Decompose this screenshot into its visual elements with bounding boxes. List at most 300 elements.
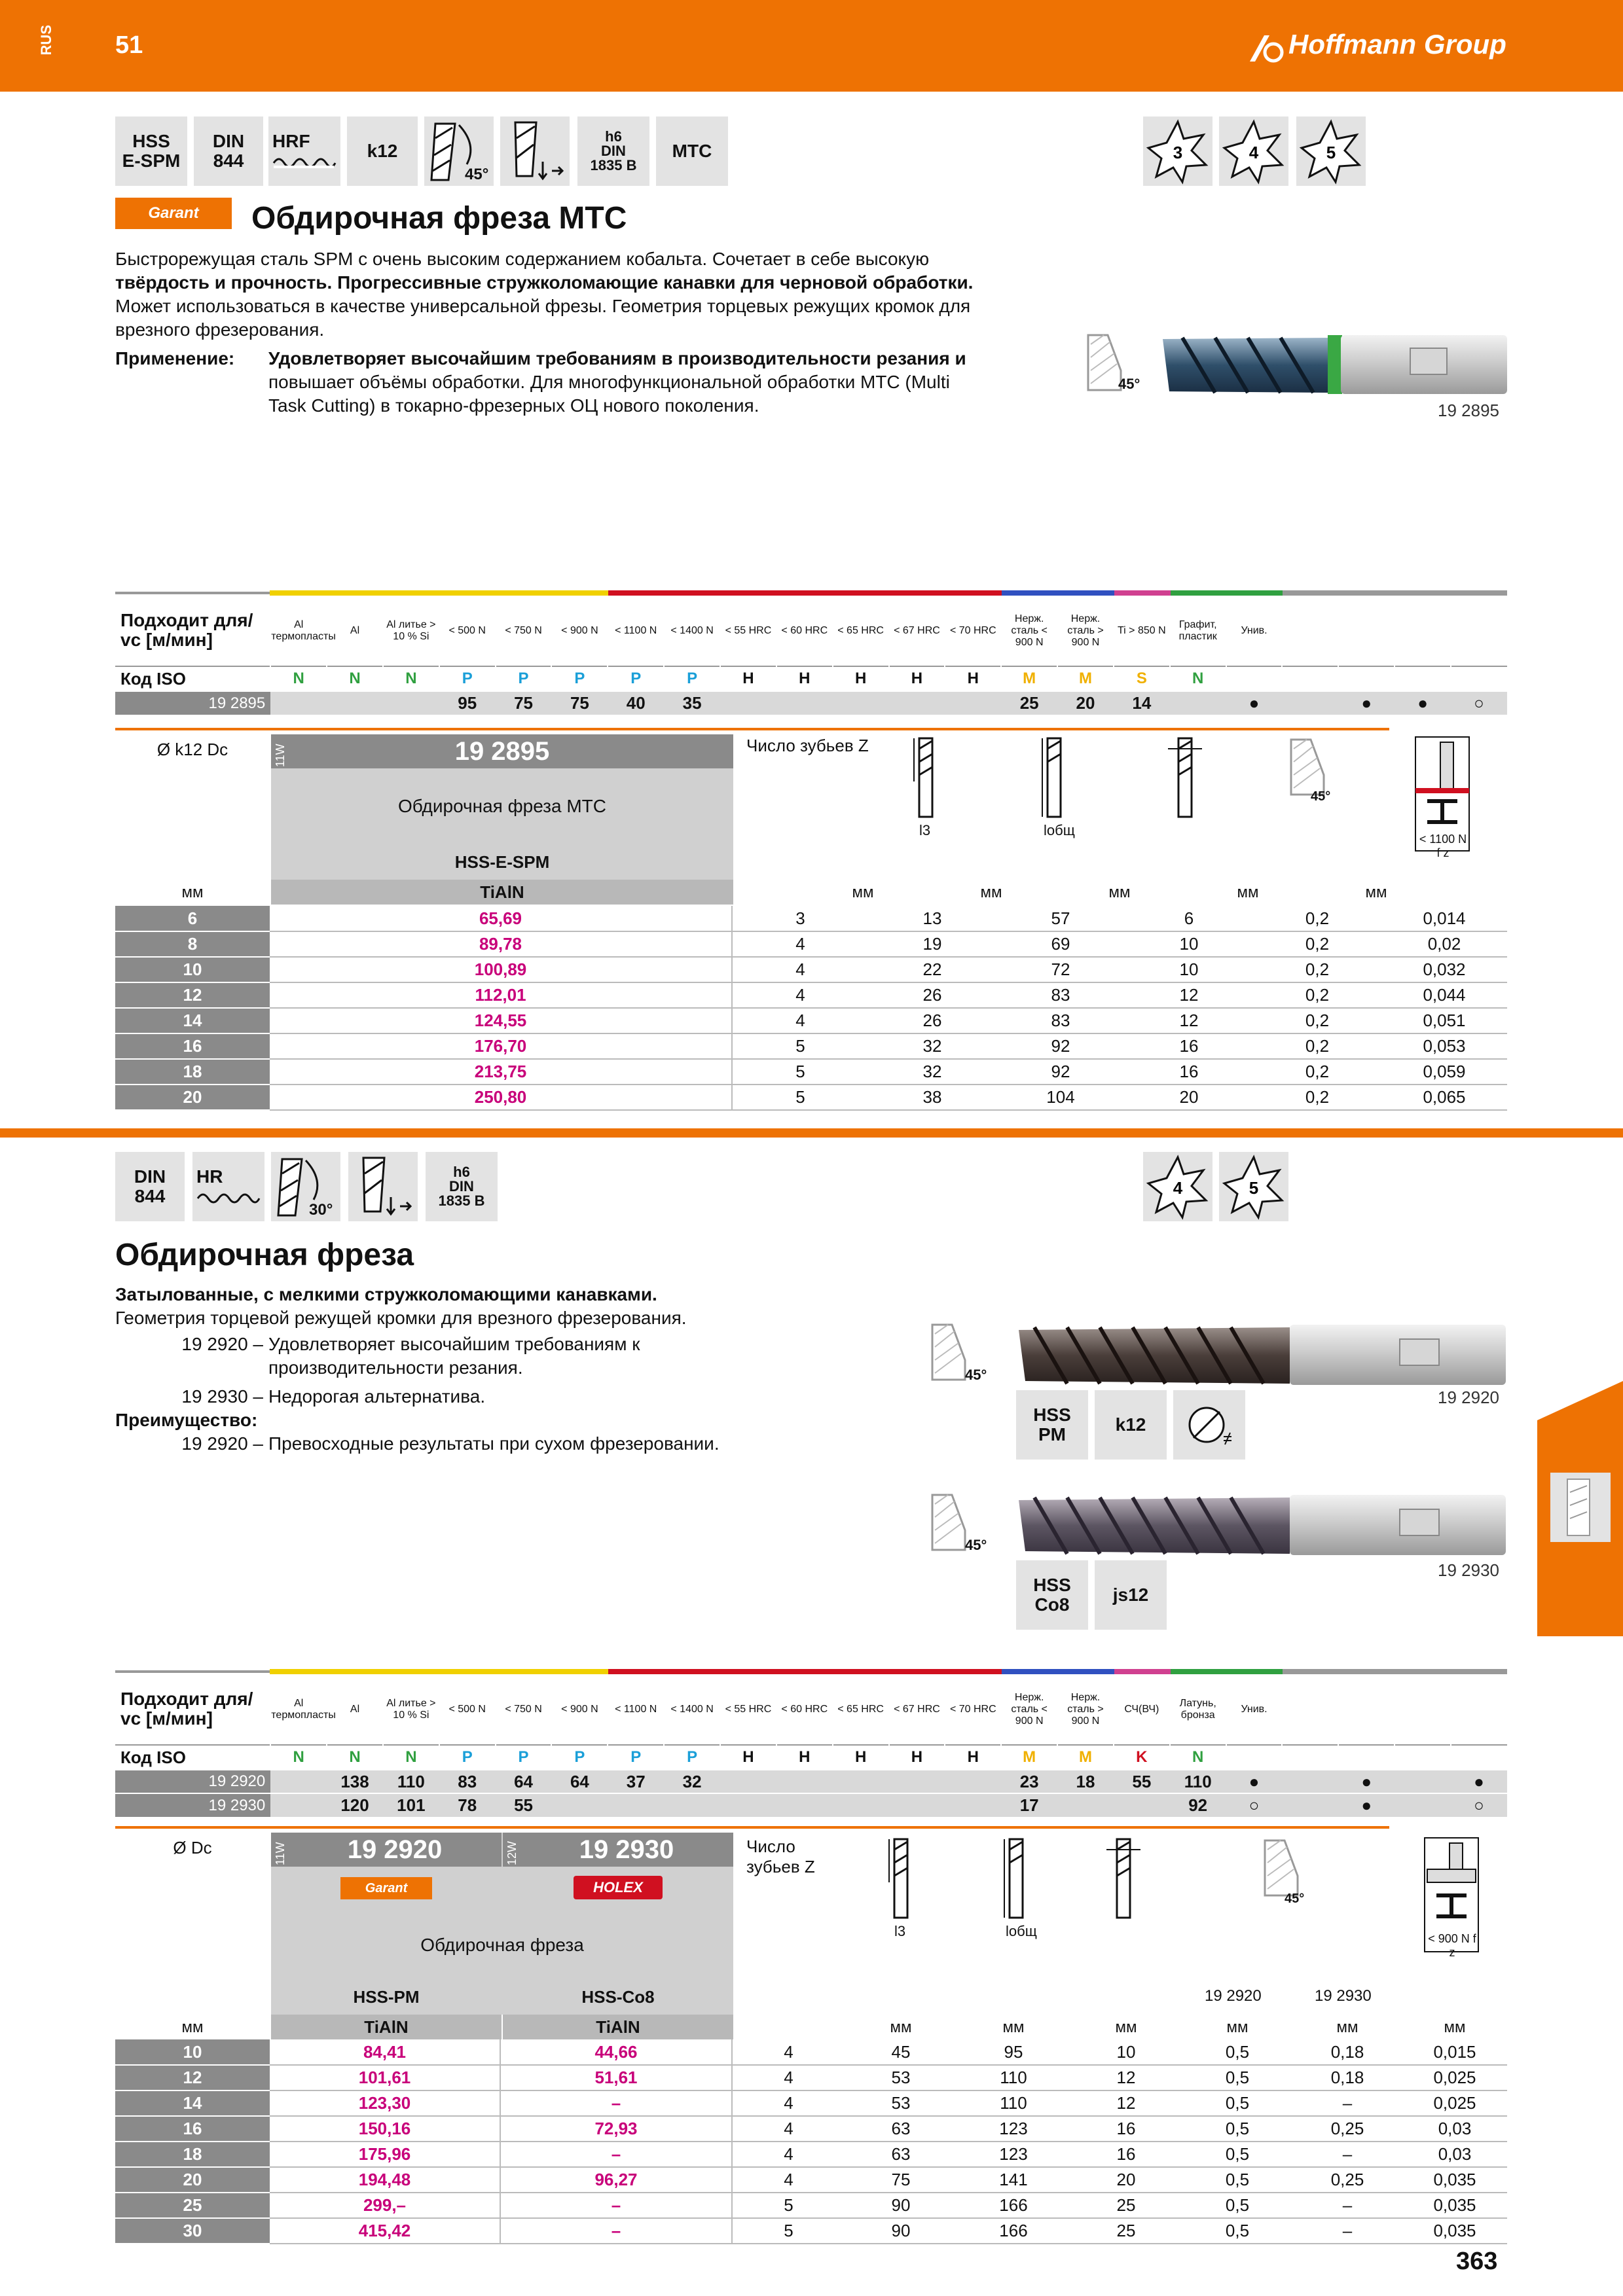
unit: мм (852, 884, 874, 901)
material-header-cell: Нерж. сталь < 900 N (1001, 1672, 1057, 1745)
table-row (115, 1033, 1507, 1059)
shank-diameter-icon (1165, 736, 1205, 821)
iso-code-cell: P (608, 666, 664, 691)
value-cell: – (1292, 2193, 1402, 2218)
flutes-4-icon (1143, 1152, 1213, 1221)
product-coating-1: TiAlN (271, 2015, 501, 2039)
price-cell[interactable]: – (500, 2090, 732, 2116)
table-row (115, 2218, 1507, 2244)
iso-code-cell: P (664, 666, 720, 691)
value-cell: 0,18 (1292, 2065, 1402, 2090)
value-cell: 0,5 (1182, 2142, 1292, 2167)
iso-code-cell: N (327, 1745, 383, 1770)
value-cell: 25 (1070, 2218, 1182, 2244)
vc-value: 20 (1057, 691, 1114, 715)
material-header-cell: Нерж. сталь < 900 N (1001, 593, 1057, 666)
value-cell: 0,035 (1402, 2167, 1507, 2193)
table-row (115, 957, 1507, 982)
material-header-cell: < 55 HRC (720, 1672, 776, 1745)
price-cell[interactable]: 123,30 (270, 2090, 500, 2116)
garant-logo-small: Garant (340, 1877, 432, 1899)
section2-description (115, 1283, 966, 1330)
vc-value: 138 (327, 1770, 383, 1793)
flutes-3-label: 3 (1173, 143, 1183, 162)
desc-line: Быстрорежущая сталь SPM с очень высоким содержанием кобальта. Сочетает в себе высокую (115, 249, 930, 269)
badge-helix (424, 117, 494, 186)
material-header-cell: Al термопласты (270, 593, 327, 666)
vc-value (720, 1793, 776, 1817)
iso-code-cell (1338, 666, 1395, 691)
vc-value: 83 (439, 1770, 496, 1793)
chapter-number: 51 (115, 31, 143, 59)
value-cell: 19 (868, 931, 996, 957)
material-header-cell (1395, 1672, 1451, 1745)
value-cell: 0,053 (1381, 1033, 1507, 1059)
value-cell: 45 (845, 2039, 957, 2065)
price-cell[interactable]: 72,93 (500, 2116, 732, 2142)
price-cell[interactable]: 213,75 (270, 1059, 732, 1085)
material-header-cell: Нерж. сталь > 900 N (1057, 1672, 1114, 1745)
value-cell: 32 (868, 1059, 996, 1085)
price-cell[interactable]: 250,80 (270, 1085, 732, 1110)
iso-code-cell: H (833, 1745, 889, 1770)
price-cell[interactable]: – (500, 2142, 732, 2167)
iso-code-cell (1282, 1745, 1338, 1770)
value-cell: 83 (996, 982, 1125, 1008)
value-cell: 4 (732, 2116, 845, 2142)
value-cell: 0,5 (1182, 2116, 1292, 2142)
vc-value (889, 1793, 945, 1817)
flutes-5-icon (1219, 1152, 1288, 1221)
application-label: Применение: (115, 348, 235, 368)
value-cell: 0,02 (1381, 931, 1507, 957)
badge-profile-label: HRF (272, 131, 310, 151)
table-row (115, 1059, 1507, 1085)
value-cell: 0,051 (1381, 1008, 1507, 1033)
value-cell: 10 (1125, 957, 1253, 982)
value-cell: 104 (996, 1085, 1125, 1110)
iso-code-cell (1226, 666, 1283, 691)
vc-value: 32 (664, 1770, 720, 1793)
col-chamfer: 45° (1285, 1892, 1305, 1906)
flutes-3-icon (1143, 117, 1213, 186)
tool3-code: 19 2930 (1438, 1560, 1499, 1580)
section1-title: Обдирочная фреза MTC (251, 201, 627, 236)
total-length-icon (1000, 1837, 1033, 1922)
col-ltotal: lобщ (1044, 822, 1075, 838)
value-cell: 92 (996, 1059, 1125, 1085)
roughing-cutter-image-1 (1015, 1316, 1510, 1394)
material-header-cell: Унив. (1226, 593, 1283, 666)
material-header-cell: < 67 HRC (889, 593, 945, 666)
value-cell: 63 (845, 2142, 957, 2167)
vc-value: 101 (383, 1793, 439, 1817)
unit: мм (980, 884, 1002, 901)
flutes-5-label: 5 (1326, 143, 1336, 162)
iso-code-cell (1395, 1745, 1451, 1770)
vc-value (889, 691, 945, 715)
material-header-cell: < 60 HRC (776, 593, 833, 666)
unit: мм (1444, 2018, 1466, 2036)
material-header-cell: < 500 N (439, 593, 496, 666)
value-cell: 0,03 (1402, 2116, 1507, 2142)
product-code: 19 2895 (454, 737, 550, 766)
material-header-cell: Al литье > 10 % Si (383, 1672, 439, 1745)
value-cell: 75 (845, 2167, 957, 2193)
table-row (115, 931, 1507, 957)
value-cell: 13 (868, 906, 996, 931)
material-header-cell: < 55 HRC (720, 593, 776, 666)
value-cell: 4 (732, 957, 868, 982)
vc-value: 23 (1001, 1770, 1057, 1793)
sub-code-1: 19 2920 (1205, 1987, 1262, 2005)
table-row (115, 1008, 1507, 1033)
material-header-cell: Графит, пластик (1170, 593, 1226, 666)
iso-code-cell: M (1001, 666, 1057, 691)
vc-value: ● (1338, 691, 1395, 715)
iso-code-cell: H (720, 1745, 776, 1770)
unit: мм (1115, 2018, 1137, 2036)
unit: мм (1237, 884, 1259, 901)
value-cell: 0,03 (1402, 2142, 1507, 2167)
vc-value: 18 (1057, 1770, 1114, 1793)
diameter-cell: 16 (115, 1033, 270, 1059)
value-cell: 5 (732, 1085, 868, 1110)
diameter-cell: 14 (115, 2090, 270, 2116)
iso-code-cell: H (720, 666, 776, 691)
col-ltotal: lобщ (1006, 1923, 1037, 1939)
value-cell: 0,025 (1402, 2090, 1507, 2116)
vc-value (551, 1793, 608, 1817)
material-header-cell: Нерж. сталь > 900 N (1057, 593, 1114, 666)
col-fz: < 1100 N f z (1419, 833, 1467, 859)
material-header-cell: < 70 HRC (945, 1672, 1001, 1745)
price-cell[interactable]: 89,78 (270, 931, 732, 957)
item-code: 19 2930 – (181, 1386, 263, 1407)
material-header-cell: < 900 N (551, 593, 608, 666)
helix-angle-value: 30° (309, 1201, 333, 1219)
materials-header-row (115, 1672, 1507, 1745)
unit: мм (1108, 884, 1131, 901)
value-cell: 166 (957, 2218, 1070, 2244)
vc-value: 55 (1114, 1770, 1170, 1793)
tool2-badge-tolerance: js12 (1095, 1560, 1167, 1630)
value-cell: 12 (1070, 2065, 1182, 2090)
diameter-cell: 20 (115, 2167, 270, 2193)
sub-code-2: 19 2930 (1315, 1987, 1372, 2005)
value-cell: 12 (1070, 2090, 1182, 2116)
material-header-cell: < 750 N (496, 1672, 552, 1745)
product-code-1: 19 2920 (347, 1835, 443, 1864)
value-cell: 0,5 (1182, 2065, 1292, 2090)
center-cut-icon (502, 118, 568, 184)
tool2-angle: 45° (965, 1367, 987, 1383)
price-cell[interactable]: 124,55 (270, 1008, 732, 1033)
iso-code-cell: P (496, 666, 552, 691)
price-cell[interactable]: 175,96 (270, 2142, 500, 2167)
value-cell: 5 (732, 2193, 845, 2218)
unit: мм (1336, 2018, 1359, 2036)
material-header-cell: < 750 N (496, 593, 552, 666)
iso-code-cell (1451, 666, 1507, 691)
materials-table-2 (115, 1669, 1507, 1817)
garant-logo: Garant (115, 198, 232, 229)
vc-value: 55 (496, 1793, 552, 1817)
table-row (115, 2116, 1507, 2142)
material-header-cell: < 1400 N (664, 593, 720, 666)
advantage-label: Преимущество: (115, 1410, 258, 1430)
s1-units-row (799, 884, 1507, 902)
vc-value (945, 1770, 1001, 1793)
vc-value: 78 (439, 1793, 496, 1817)
value-cell: 57 (996, 906, 1125, 931)
material-header-cell: Al (327, 593, 383, 666)
product-tag-1: 11W (274, 1842, 287, 1865)
dimensions-table-2 (115, 2039, 1507, 2244)
iso-code-cell: P (664, 1745, 720, 1770)
app-line: Удовлетворяет высочайшим требованиям в производительности резания и (268, 348, 966, 368)
price-cell[interactable]: 299,– (270, 2193, 500, 2218)
iso-code-cell (1226, 1745, 1283, 1770)
vc-value: 14 (1114, 691, 1170, 715)
iso-code-cell: N (270, 666, 327, 691)
app-line: Task Cutting) в токарно-фрезерных ОЦ нового поколения. (268, 395, 759, 416)
vc-value: ○ (1451, 1793, 1507, 1817)
vc-value (1114, 1793, 1170, 1817)
material-header-cell (1451, 1672, 1507, 1745)
desc-line: Затылованные, с мелкими стружколомающими канавками. (115, 1284, 657, 1304)
runout-icon (1183, 1399, 1235, 1451)
flutes-4-label: 4 (1173, 1178, 1183, 1198)
materials-first-header: Подходит для/ vc [м/мин] (115, 1672, 270, 1745)
price-cell[interactable]: 100,89 (270, 957, 732, 982)
iso-code-cell: P (608, 1745, 664, 1770)
value-cell: 0,5 (1182, 2193, 1292, 2218)
badge-profile (192, 1152, 264, 1221)
iso-code-cell: H (776, 1745, 833, 1770)
tool3-angle: 45° (965, 1537, 987, 1553)
value-cell: 0,2 (1253, 931, 1381, 957)
vc-value: ● (1226, 1770, 1283, 1793)
value-cell: 53 (845, 2065, 957, 2090)
vc-value (270, 1793, 327, 1817)
badge-profile-label: HR (196, 1166, 223, 1187)
vc-value (945, 1793, 1001, 1817)
materials-table-1 (115, 590, 1507, 715)
value-cell: 0,044 (1381, 982, 1507, 1008)
value-cell: – (1292, 2142, 1402, 2167)
value-cell: 110 (957, 2090, 1070, 2116)
iso-code-cell: N (270, 1745, 327, 1770)
iso-code-cell: H (833, 666, 889, 691)
price-cell[interactable]: 65,69 (270, 906, 732, 931)
badge-mtc: MTC (656, 117, 728, 186)
iso-code-cell: M (1057, 1745, 1114, 1770)
value-cell: 10 (1125, 931, 1253, 957)
material-header-cell: Латунь, бронза (1170, 1672, 1226, 1745)
vc-value (1057, 1793, 1114, 1817)
value-cell: 20 (1125, 1085, 1253, 1110)
vc-value (1395, 1793, 1451, 1817)
tool2-badge-material: HSS Co8 (1016, 1560, 1088, 1630)
center-cut-icon (350, 1154, 416, 1219)
vc-value: ● (1395, 691, 1451, 715)
diameter-unit: мм (181, 2018, 204, 2036)
value-cell: – (1292, 2090, 1402, 2116)
price-cell[interactable]: 84,41 (270, 2039, 500, 2065)
iso-code-cell: P (496, 1745, 552, 1770)
vc-value: 75 (496, 691, 552, 715)
product-tag-2: 12W (505, 1840, 519, 1865)
value-cell: 5 (732, 1059, 868, 1085)
material-header-cell: < 1400 N (664, 1672, 720, 1745)
table-row (115, 2090, 1507, 2116)
diameter-cell: 6 (115, 906, 270, 931)
value-cell: 0,2 (1253, 906, 1381, 931)
material-header-cell: СЧ(ВЧ) (1114, 1672, 1170, 1745)
chapter-tab (1537, 1381, 1623, 1636)
wave-profile-icon (196, 1187, 259, 1206)
material-header-cell (1451, 593, 1507, 666)
iso-code-cell: N (1170, 666, 1226, 691)
diameter-cell: 18 (115, 2142, 270, 2167)
value-cell: 4 (732, 2039, 845, 2065)
item-text: производительности резания. (268, 1357, 523, 1378)
vc-value: ○ (1451, 691, 1507, 715)
iso-code-cell: N (327, 666, 383, 691)
item-text: Удовлетворяет высочайшим требованиям к (268, 1334, 640, 1354)
material-header-cell: Al (327, 1672, 383, 1745)
value-cell: 22 (868, 957, 996, 982)
material-header-cell: < 70 HRC (945, 593, 1001, 666)
value-cell: 4 (732, 931, 868, 957)
material-header-cell: < 500 N (439, 1672, 496, 1745)
vc-value: 95 (439, 691, 496, 715)
table-row (115, 2039, 1507, 2065)
material-header-cell: Al термопласты (270, 1672, 327, 1745)
value-cell: 110 (957, 2065, 1070, 2090)
price-cell[interactable]: 101,61 (270, 2065, 500, 2090)
value-cell: 10 (1070, 2039, 1182, 2065)
vc-value: ● (1226, 691, 1283, 715)
vc-value: 75 (551, 691, 608, 715)
materials-header-row (115, 593, 1507, 666)
vc-value: 110 (1170, 1770, 1226, 1793)
col-fz: < 900 N f z (1428, 1932, 1476, 1959)
diameter-cell: 8 (115, 931, 270, 957)
diameter-cell: 18 (115, 1059, 270, 1085)
price-cell[interactable]: – (500, 2218, 732, 2244)
price-cell[interactable]: 415,42 (270, 2218, 500, 2244)
price-cell[interactable]: 194,48 (270, 2167, 500, 2193)
value-cell: 16 (1070, 2116, 1182, 2142)
material-header-cell (1395, 593, 1451, 666)
wave-profile-icon (272, 151, 335, 171)
product-coating-2: TiAlN (503, 2015, 733, 2039)
price-cell[interactable]: – (500, 2193, 732, 2218)
row-code: 19 2920 (115, 1770, 270, 1793)
iso-code-cell: P (439, 1745, 496, 1770)
hoffmann-logo-icon (1247, 33, 1284, 64)
diameter-cell: 25 (115, 2193, 270, 2218)
price-cell[interactable]: 96,27 (500, 2167, 732, 2193)
vc-value (1170, 691, 1226, 715)
material-header-cell: Унив. (1226, 1672, 1283, 1745)
iso-code-cell: H (776, 666, 833, 691)
product-material-1: HSS-PM (353, 1987, 420, 2007)
price-cell[interactable]: 112,01 (270, 982, 732, 1008)
value-cell: 4 (732, 1008, 868, 1033)
vc-value: ● (1451, 1770, 1507, 1793)
value-cell: 16 (1125, 1059, 1253, 1085)
value-cell: 5 (732, 2218, 845, 2244)
material-header-cell: < 60 HRC (776, 1672, 833, 1745)
value-cell: 5 (732, 1033, 868, 1059)
badge-material: HSS E-SPM (115, 117, 187, 186)
price-cell[interactable]: 51,61 (500, 2065, 732, 2090)
tool1-badge-tolerance: k12 (1095, 1390, 1167, 1460)
material-header-cell: < 65 HRC (833, 593, 889, 666)
value-cell: 72 (996, 957, 1125, 982)
vc-value: 35 (664, 691, 720, 715)
vc-value (720, 1770, 776, 1793)
helix-angle-value: 45° (465, 166, 489, 183)
tool1-badge-material: HSS PM (1016, 1390, 1088, 1460)
vc-value (776, 1770, 833, 1793)
value-cell: 90 (845, 2193, 957, 2218)
value-cell: 26 (868, 1008, 996, 1033)
price-cell[interactable]: 176,70 (270, 1033, 732, 1059)
badge-center-cut (348, 1152, 418, 1221)
value-cell: 0,25 (1292, 2167, 1402, 2193)
badge-profile (268, 117, 340, 186)
badge-shank: h6 DIN 1835 B (577, 117, 649, 186)
tool1-code: 19 2895 (1438, 401, 1499, 420)
iso-code-cell: H (945, 666, 1001, 691)
value-cell: 3 (732, 906, 868, 931)
desc-line: врезного фрезерования. (115, 319, 325, 340)
value-cell: 12 (1125, 982, 1253, 1008)
iso-code-cell: N (383, 1745, 439, 1770)
table-row (115, 2167, 1507, 2193)
iso-code-cell: P (439, 666, 496, 691)
price-cell[interactable]: 44,66 (500, 2039, 732, 2065)
vc-value (889, 1770, 945, 1793)
col-chamfer: 45° (1311, 789, 1331, 804)
value-cell: 0,5 (1182, 2218, 1292, 2244)
value-cell: 0,18 (1292, 2039, 1402, 2065)
desc-line: твёрдость и прочность. Прогрессивные стружколомающие канавки для черновой обработки. (115, 272, 974, 293)
value-cell: 90 (845, 2218, 957, 2244)
vc-value (1282, 1770, 1338, 1793)
value-cell: 32 (868, 1033, 996, 1059)
flutes-4-label: 4 (1249, 143, 1259, 162)
vc-value (1282, 691, 1338, 715)
vc-value: 40 (608, 691, 664, 715)
section-separator (0, 1128, 1623, 1138)
badge-helix (271, 1152, 340, 1221)
diameter-cell: 10 (115, 957, 270, 982)
iso-code-cell: N (1170, 1745, 1226, 1770)
value-cell: 0,025 (1402, 2065, 1507, 2090)
value-cell: 0,015 (1402, 2039, 1507, 2065)
unit: мм (1002, 2018, 1025, 2036)
section2-items (115, 1333, 966, 1456)
app-line: повышает объёмы обработки. Для многофункциональной обработки MTC (Multi (268, 372, 950, 392)
desc-line: Может использоваться в качестве универсальной фрезы. Геометрия торцевых режущих кромок для (115, 296, 971, 316)
price-cell[interactable]: 150,16 (270, 2116, 500, 2142)
value-cell: 16 (1125, 1033, 1253, 1059)
